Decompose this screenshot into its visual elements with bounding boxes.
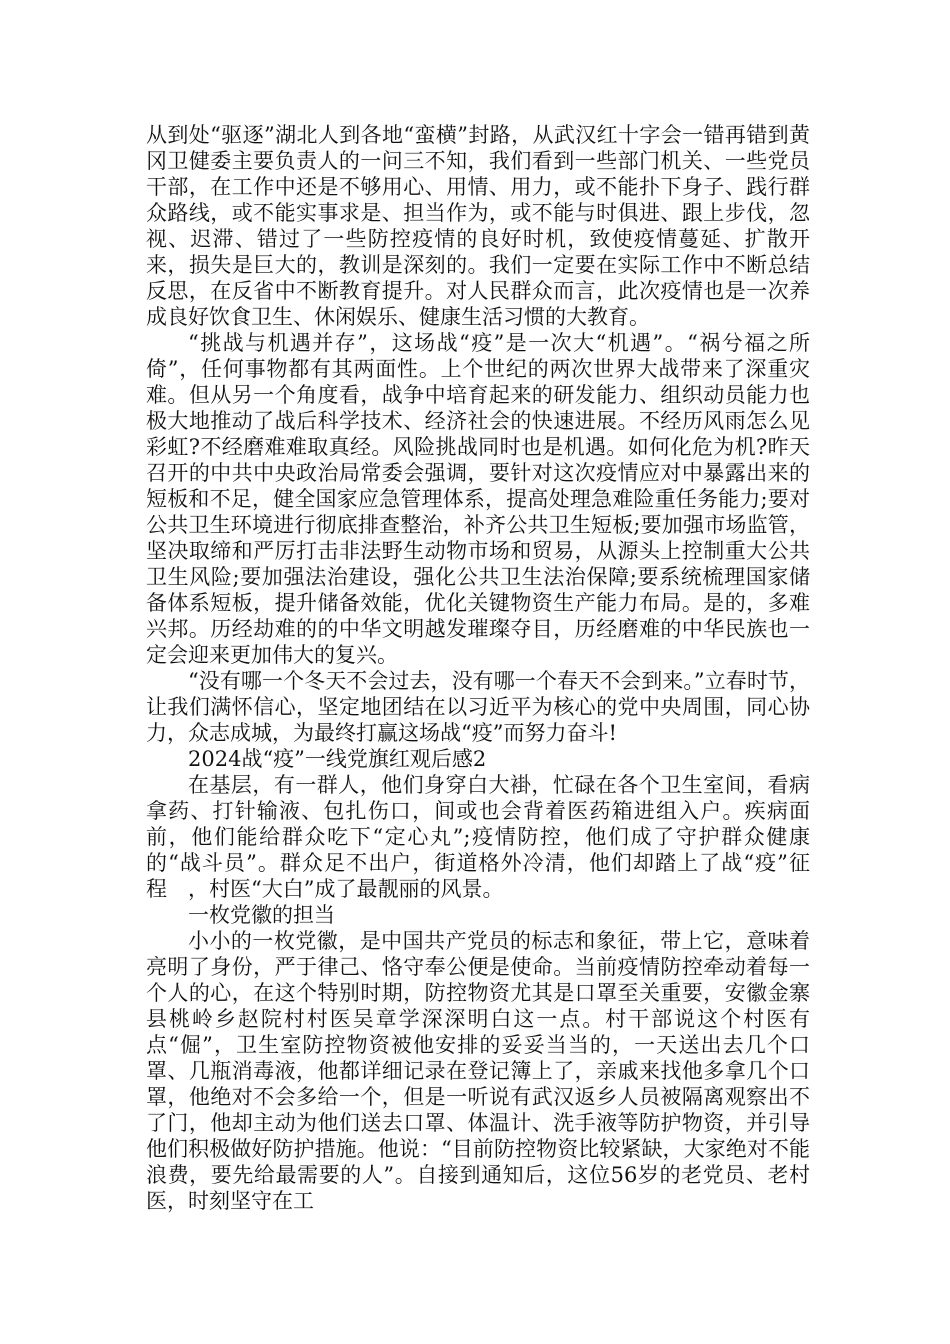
paragraph: 在基层，有一群人，他们身穿白大褂，忙碌在各个卫生室间，看病拿药、打针输液、包扎伤口，间或也会背着医药箱进组入户。疾病面前，他们能给群众吃下“定心丸”;疫情防控，他们成了守护群众健康的“战斗员”。群众足不出户，街道格外冷清，他们却踏上了战“疫”征程 ，村医“大白”成了最靓丽的风景。 bbox=[146, 773, 810, 901]
paragraph: 从到处“驱逐”湖北人到各地“蛮横”封路，从武汉红十字会一错再错到黄冈卫健委主要负责人的一问三不知，我们看到一些部门机关、一些党员干部，在工作中还是不够用心、用情、用力，或不能扑下身子、践行群众路线，或不能实事求是、担当作为，或不能与时俱进、跟上步伐，忽视、迟滞、错过了一些防控疫情的良好时机，致使疫情蔓延、扩散开来，损失是巨大的，教训是深刻的。我们一定要在实际工作中不断总结反思，在反省中不断教育提升。对人民群众而言，此次疫情也是一次养成良好饮食卫生、休闲娱乐、健康生活习惯的大教育。 bbox=[146, 123, 810, 329]
section-heading: 一枚党徽的担当 bbox=[188, 903, 335, 927]
document-page bbox=[146, 122, 810, 1214]
paragraph: “没有哪一个冬天不会过去，没有哪一个春天不会到来。”立春时节，让我们满怀信心，坚定地团结在以习近平为核心的党中央周围，同心协力，众志成城，为最终打赢这场战“疫”而努力奋斗! bbox=[146, 669, 810, 745]
paragraph: 小小的一枚党徽，是中国共产党员的标志和象征，带上它，意味着亮明了身份，严于律己、恪守奉公便是使命。当前疫情防控牵动着每一个人的心，在这个特别时期，防控物资尤其是口罩至关重要，安徽金寨县桃岭乡赵院村村医吴章学深深明白这一点。村干部说这个村医有点“倔”，卫生室防控物资被他安排的妥妥当当的，一天送出去几个口罩、几瓶消毒液，他都详细记录在登记簿上了，亲戚来找他多拿几个口罩，他绝对不会多给一个，但是一听说有武汉返乡人员被隔离观察出不了门，他却主动为他们送去口罩、体温计、洗手液等防护物资，并引导他们积极做好防护措施。他说：“目前防控物资比较紧缺，大家绝对不能浪费，要先给最需要的人”。自接到通知后，这位56岁的老党员、老村医，时刻坚守在工 bbox=[146, 929, 810, 1213]
section-heading: 2024战“疫”一线党旗红观后感2 bbox=[188, 747, 487, 771]
paragraph: “挑战与机遇并存”，这场战“疫”是一次大“机遇”。“祸兮福之所倚”，任何事物都有其两面性。上个世纪的两次世界大战带来了深重灾难。但从另一个角度看，战争中培育起来的研发能力、组织动员能力也极大地推动了战后科学技术、经济社会的快速进展。不经历风雨怎么见彩虹?不经磨难难取真经。风险挑战同时也是机遇。如何化危为机?昨天召开的中共中央政治局常委会强调，要针对这次疫情应对中暴露出来的短板和不足，健全国家应急管理体系，提高处理急难险重任务能力;要对公共卫生环境进行彻底排查整治，补齐公共卫生短板;要加强市场监管，坚决取缔和严厉打击非法野生动物市场和贸易，从源头上控制重大公共卫生风险;要加强法治建设，强化公共卫生法治保障;要系统梳理国家储备体系短板，提升储备效能，优化关键物资生产能力布局。是的，多难兴邦。历经劫难的的中华文明越发璀璨夺目，历经磨难的中华民族也一定会迎来更加伟大的复兴。 bbox=[146, 331, 810, 667]
